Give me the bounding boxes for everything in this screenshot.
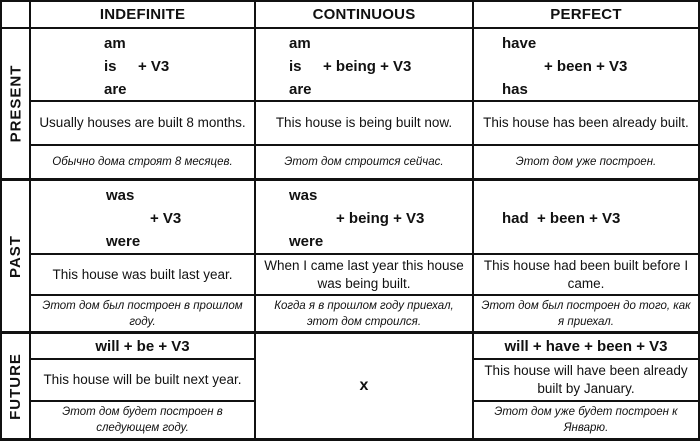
formula-future-indefinite: will + be + V3 (95, 337, 190, 355)
formula-word: have (502, 35, 537, 52)
translation-present-indefinite: Обычно дома строят 8 месяцев. (52, 156, 233, 168)
side-label-present: PRESENT (7, 64, 25, 143)
formula-word: + V3 (150, 210, 182, 227)
translation-future-perfect: Этот дом уже будет построен к Январю. (494, 406, 678, 434)
formula-word: was (106, 187, 135, 204)
future-continuous-empty-mark: x (359, 377, 369, 394)
formula-word: + V3 (138, 58, 170, 75)
translation-past-indefinite: Этот дом был построен в прошлом году. (42, 299, 243, 328)
header-continuous: CONTINUOUS (312, 6, 416, 23)
example-past-indefinite: This house was built last year. (52, 266, 233, 282)
formula-word: has (502, 81, 528, 98)
translation-future-indefinite: Этот дом будет построен в следующем году. (62, 406, 223, 434)
formula-word: + been + V3 (544, 58, 628, 75)
example-present-continuous: This house is being built now. (275, 115, 453, 130)
formula-word: are (104, 81, 127, 98)
formula-word: were (106, 233, 141, 250)
formula-word: am (289, 35, 311, 52)
formula-word: was (289, 187, 318, 204)
example-present-indefinite: Usually houses are built 8 months. (39, 115, 246, 130)
formula-word: is (104, 58, 117, 75)
formula-word: + being + V3 (323, 58, 412, 75)
formula-word: were (289, 233, 324, 250)
header-indefinite: INDEFINITE (99, 6, 186, 23)
formula-future-perfect: will + have + been + V3 (504, 337, 668, 355)
formula-word: am (104, 35, 126, 52)
translation-past-continuous: Когда я в прошлом году приехал, этот дом строился. (274, 299, 454, 328)
formula-word: are (289, 81, 312, 98)
example-past-continuous: When I came last year this house was being built. (264, 257, 464, 291)
formula-word: is (289, 58, 302, 75)
side-label-future: FUTURE (7, 352, 25, 420)
translation-past-perfect: Этот дом был построен до того, как я приехал. (481, 299, 691, 328)
side-label-past: PAST (7, 234, 24, 278)
header-divider (0, 27, 700, 29)
section-divider (0, 178, 700, 181)
header-perfect: PERFECT (550, 6, 622, 23)
example-future-perfect: This house will have been already built by January. (484, 363, 688, 396)
translation-present-continuous: Этот дом строится сейчас. (284, 156, 444, 168)
formula-word: + being + V3 (336, 210, 425, 227)
example-present-perfect: This house has been already built. (483, 115, 689, 130)
translation-present-perfect: Этот дом уже построен. (515, 156, 657, 168)
formula-past-perfect: had + been + V3 (502, 210, 621, 227)
example-past-perfect: This house had been built before I came. (483, 257, 689, 291)
example-future-indefinite: This house will be built next year. (43, 372, 242, 387)
